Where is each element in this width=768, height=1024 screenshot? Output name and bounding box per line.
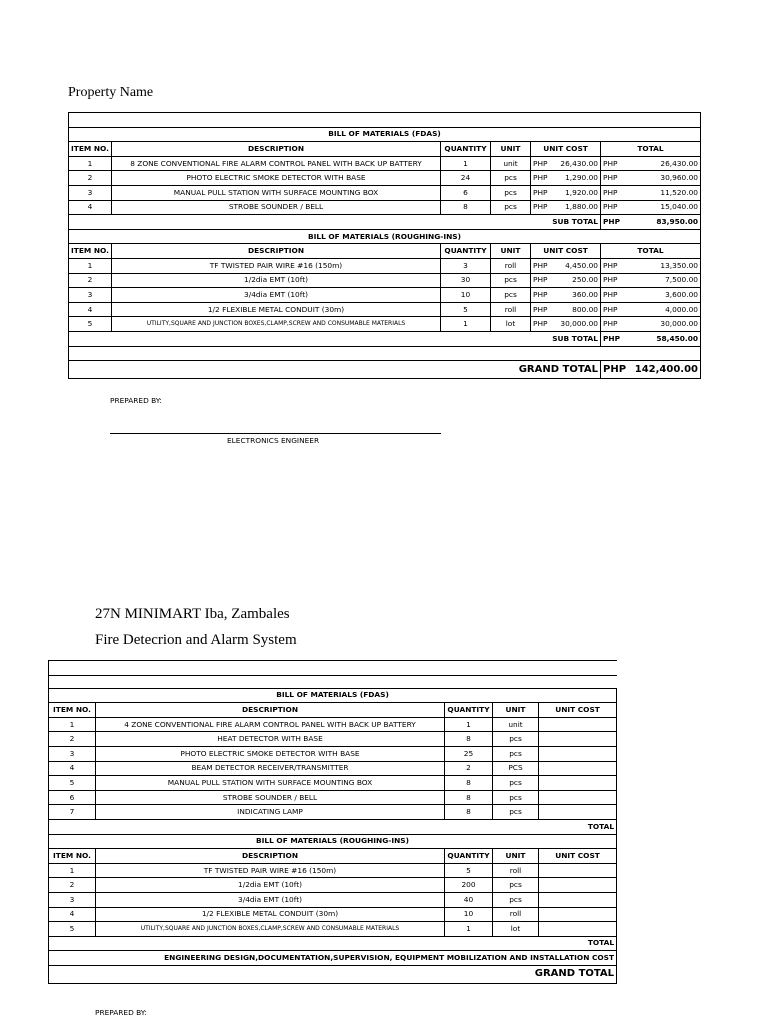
total-value: 3,600.00	[623, 288, 701, 303]
subtotal-row	[69, 331, 701, 346]
item-unit: pcs	[491, 273, 531, 288]
item-description: STROBE SOUNDER / BELL	[112, 200, 441, 215]
item-description: INDICATING LAMP	[96, 805, 445, 820]
description-header: DESCRIPTION	[96, 849, 445, 864]
engineering-cost-label: ENGINEERING DESIGN,DOCUMENTATION,SUPERVISION, EQUIPMENT MOBILIZATION AND INSTALLATION COST	[49, 951, 617, 966]
total-value: 26,430.00	[623, 156, 701, 171]
fdas-section-title: BILL OF MATERIALS (FDAS)	[49, 688, 617, 703]
section-title-row	[49, 688, 617, 703]
quantity-header: QUANTITY	[441, 244, 491, 259]
item-quantity: 6	[441, 185, 491, 200]
table-row	[69, 156, 701, 171]
item-number: 6	[49, 790, 96, 805]
unit-cost-value	[539, 776, 617, 791]
unit-cost-header: UNIT COST	[531, 244, 601, 259]
grand-total-row	[49, 965, 617, 983]
fdas-section-title: BILL OF MATERIALS (FDAS)	[69, 127, 701, 142]
item-number: 4	[69, 302, 112, 317]
table-row	[49, 732, 617, 747]
engineering-cost-row	[49, 951, 617, 966]
document-title: 27N MINIMART Iba, Zambales	[95, 606, 290, 622]
roughing-section-title: BILL OF MATERIALS (ROUGHING-INS)	[49, 834, 617, 849]
total-value: 15,040.00	[623, 200, 701, 215]
unit-cost-value	[539, 790, 617, 805]
table-row	[69, 302, 701, 317]
document-subtitle: Fire Detecrion and Alarm System	[95, 632, 297, 648]
item-unit: roll	[493, 863, 539, 878]
total-currency: PHP	[601, 258, 623, 273]
item-quantity: 8	[441, 200, 491, 215]
item-number: 1	[49, 863, 96, 878]
unit-cost-header: UNIT COST	[539, 849, 617, 864]
description-header: DESCRIPTION	[112, 244, 441, 259]
item-description: TF TWISTED PAIR WIRE #16 (150m)	[112, 258, 441, 273]
item-description: MANUAL PULL STATION WITH SURFACE MOUNTING BOX	[96, 776, 445, 791]
item-description: PHOTO ELECTRIC SMOKE DETECTOR WITH BASE	[96, 746, 445, 761]
item-number: 2	[69, 171, 112, 186]
header-row	[49, 703, 617, 718]
item-description: 3/4dia EMT (10ft)	[112, 288, 441, 303]
item-number: 5	[49, 922, 96, 937]
unit-cost-value	[539, 761, 617, 776]
item-number: 2	[69, 273, 112, 288]
signature-line	[110, 433, 441, 434]
section-title-row	[69, 229, 701, 244]
table-row	[49, 805, 617, 820]
table-row	[49, 776, 617, 791]
item-unit: lot	[493, 922, 539, 937]
item-quantity: 1	[445, 717, 493, 732]
item-unit: pcs	[493, 776, 539, 791]
item-number: 4	[69, 200, 112, 215]
total-label: TOTAL	[49, 936, 617, 951]
quantity-header: QUANTITY	[441, 142, 491, 157]
total-value: 30,000.00	[623, 317, 701, 332]
total-row	[49, 936, 617, 951]
item-description: 1/2 FLEXIBLE METAL CONDUIT (30m)	[112, 302, 441, 317]
grand-total-row	[69, 361, 701, 379]
item-description: 1/2dia EMT (10ft)	[96, 878, 445, 893]
item-description: UTILITY,SQUARE AND JUNCTION BOXES,CLAMP,SCREW AND CONSUMABLE MATERIALS	[96, 922, 445, 937]
item-description: 3/4dia EMT (10ft)	[96, 892, 445, 907]
item-description: UTILITY,SQUARE AND JUNCTION BOXES,CLAMP,SCREW AND CONSUMABLE MATERIALS	[112, 317, 441, 332]
table-row	[49, 878, 617, 893]
total-header: TOTAL	[601, 244, 701, 259]
item-description: 4 ZONE CONVENTIONAL FIRE ALARM CONTROL PANEL WITH BACK UP BATTERY	[96, 717, 445, 732]
table-row	[69, 273, 701, 288]
item-unit: pcs	[491, 185, 531, 200]
item-quantity: 10	[445, 907, 493, 922]
item-unit: pcs	[493, 790, 539, 805]
table-row	[69, 288, 701, 303]
bill-of-materials-table	[48, 660, 617, 984]
unit-cost-currency: PHP	[531, 200, 553, 215]
item-unit: pcs	[493, 892, 539, 907]
unit-cost-currency: PHP	[531, 288, 553, 303]
item-unit: pcs	[493, 805, 539, 820]
unit-cost-currency: PHP	[531, 317, 553, 332]
blank-row	[69, 113, 701, 128]
unit-cost-currency: PHP	[531, 302, 553, 317]
item-number: 3	[69, 288, 112, 303]
subtotal-value: 58,450.00	[623, 331, 701, 346]
signatory-title: ELECTRONICS ENGINEER	[227, 436, 320, 445]
table-row	[69, 317, 701, 332]
item-number: 2	[49, 732, 96, 747]
table-row	[49, 863, 617, 878]
blank-row	[49, 675, 617, 688]
unit-cost-value	[539, 907, 617, 922]
unit-header: UNIT	[491, 142, 531, 157]
total-value: 13,350.00	[623, 258, 701, 273]
item-description: MANUAL PULL STATION WITH SURFACE MOUNTING BOX	[112, 185, 441, 200]
unit-cost-currency: PHP	[531, 156, 553, 171]
item-quantity: 8	[445, 790, 493, 805]
item-description: PHOTO ELECTRIC SMOKE DETECTOR WITH BASE	[112, 171, 441, 186]
table-row	[69, 200, 701, 215]
item-quantity: 5	[441, 302, 491, 317]
unit-cost-value: 26,430.00	[553, 156, 601, 171]
bill-of-materials-table	[68, 112, 701, 379]
item-no-header: ITEM NO.	[69, 244, 112, 259]
description-header: DESCRIPTION	[112, 142, 441, 157]
item-quantity: 8	[445, 776, 493, 791]
total-currency: PHP	[601, 185, 623, 200]
unit-cost-currency: PHP	[531, 258, 553, 273]
item-unit: pcs	[491, 288, 531, 303]
roughing-section-title: BILL OF MATERIALS (ROUGHING-INS)	[69, 229, 701, 244]
item-description: 8 ZONE CONVENTIONAL FIRE ALARM CONTROL PANEL WITH BACK UP BATTERY	[112, 156, 441, 171]
unit-cost-currency: PHP	[531, 171, 553, 186]
item-description: BEAM DETECTOR RECEIVER/TRANSMITTER	[96, 761, 445, 776]
total-currency: PHP	[601, 156, 623, 171]
prepared-by-label: PREPARED BY:	[110, 396, 162, 405]
unit-cost-value	[539, 892, 617, 907]
grand-total-label: GRAND TOTAL	[69, 361, 601, 379]
item-unit: pcs	[491, 200, 531, 215]
item-unit: pcs	[493, 732, 539, 747]
item-unit: pcs	[493, 746, 539, 761]
item-quantity: 2	[445, 761, 493, 776]
item-quantity: 25	[445, 746, 493, 761]
item-quantity: 3	[441, 258, 491, 273]
unit-header: UNIT	[493, 849, 539, 864]
unit-cost-value	[539, 746, 617, 761]
header-row	[69, 142, 701, 157]
item-number: 7	[49, 805, 96, 820]
table-row	[49, 761, 617, 776]
item-quantity: 200	[445, 878, 493, 893]
item-no-header: ITEM NO.	[49, 849, 96, 864]
grand-total-currency: PHP	[601, 361, 623, 379]
section-title-row	[49, 834, 617, 849]
item-quantity: 1	[445, 922, 493, 937]
item-unit: unit	[491, 156, 531, 171]
item-quantity: 1	[441, 156, 491, 171]
property-name: Property Name	[68, 85, 154, 100]
table-row	[49, 892, 617, 907]
item-quantity: 24	[441, 171, 491, 186]
grand-total-value: 142,400.00	[623, 361, 701, 379]
total-label: TOTAL	[49, 819, 617, 834]
item-number: 1	[69, 156, 112, 171]
unit-cost-value: 250.00	[553, 273, 601, 288]
item-number: 3	[69, 185, 112, 200]
unit-cost-value	[539, 732, 617, 747]
blank-row	[69, 346, 701, 361]
item-number: 5	[69, 317, 112, 332]
subtotal-value: 83,950.00	[623, 215, 701, 230]
item-number: 1	[49, 717, 96, 732]
unit-cost-value: 1,880.00	[553, 200, 601, 215]
unit-cost-value	[539, 717, 617, 732]
item-unit: lot	[491, 317, 531, 332]
item-quantity: 8	[445, 732, 493, 747]
item-number: 1	[69, 258, 112, 273]
unit-cost-value: 800.00	[553, 302, 601, 317]
item-quantity: 40	[445, 892, 493, 907]
table-row	[49, 717, 617, 732]
item-description: HEAT DETECTOR WITH BASE	[96, 732, 445, 747]
table-row	[49, 746, 617, 761]
unit-cost-value: 4,450.00	[553, 258, 601, 273]
unit-cost-value	[539, 805, 617, 820]
item-no-header: ITEM NO.	[49, 703, 96, 718]
item-quantity: 8	[445, 805, 493, 820]
subtotal-label: SUB TOTAL	[69, 215, 601, 230]
grand-total-label: GRAND TOTAL	[49, 965, 617, 983]
total-currency: PHP	[601, 273, 623, 288]
total-value: 11,520.00	[623, 185, 701, 200]
item-unit: roll	[493, 907, 539, 922]
item-description: TF TWISTED PAIR WIRE #16 (150m)	[96, 863, 445, 878]
prepared-by-label: PREPARED BY:	[95, 1008, 147, 1017]
total-value: 7,500.00	[623, 273, 701, 288]
unit-header: UNIT	[493, 703, 539, 718]
item-no-header: ITEM NO.	[69, 142, 112, 157]
item-number: 2	[49, 878, 96, 893]
unit-cost-value: 1,920.00	[553, 185, 601, 200]
item-unit: roll	[491, 302, 531, 317]
quantity-header: QUANTITY	[445, 849, 493, 864]
table-row	[69, 171, 701, 186]
total-currency: PHP	[601, 302, 623, 317]
quantity-header: QUANTITY	[445, 703, 493, 718]
unit-cost-currency: PHP	[531, 273, 553, 288]
item-unit: pcs	[493, 878, 539, 893]
table-row	[69, 258, 701, 273]
header-row	[69, 244, 701, 259]
item-description: 1/2dia EMT (10ft)	[112, 273, 441, 288]
unit-cost-header: UNIT COST	[531, 142, 601, 157]
section-title-row	[69, 127, 701, 142]
table-row	[69, 185, 701, 200]
total-currency: PHP	[601, 317, 623, 332]
total-value: 30,960.00	[623, 171, 701, 186]
header-row	[49, 849, 617, 864]
unit-cost-value	[539, 863, 617, 878]
unit-cost-value: 30,000.00	[553, 317, 601, 332]
item-unit: pcs	[491, 171, 531, 186]
unit-cost-value: 1,290.00	[553, 171, 601, 186]
item-quantity: 1	[441, 317, 491, 332]
item-description: STROBE SOUNDER / BELL	[96, 790, 445, 805]
item-unit: unit	[493, 717, 539, 732]
total-value: 4,000.00	[623, 302, 701, 317]
unit-cost-value: 360.00	[553, 288, 601, 303]
total-currency: PHP	[601, 288, 623, 303]
subtotal-row	[69, 215, 701, 230]
blank-row	[49, 661, 617, 676]
item-quantity: 30	[441, 273, 491, 288]
subtotal-currency: PHP	[601, 331, 623, 346]
item-unit: roll	[491, 258, 531, 273]
item-unit: PCS	[493, 761, 539, 776]
total-currency: PHP	[601, 171, 623, 186]
unit-cost-value	[539, 878, 617, 893]
item-number: 3	[49, 892, 96, 907]
item-description: 1/2 FLEXIBLE METAL CONDUIT (30m)	[96, 907, 445, 922]
total-header: TOTAL	[601, 142, 701, 157]
unit-header: UNIT	[491, 244, 531, 259]
unit-cost-header: UNIT COST	[539, 703, 617, 718]
item-number: 3	[49, 746, 96, 761]
subtotal-label: SUB TOTAL	[69, 331, 601, 346]
item-quantity: 5	[445, 863, 493, 878]
unit-cost-value	[539, 922, 617, 937]
item-quantity: 10	[441, 288, 491, 303]
table-row	[49, 790, 617, 805]
table-row	[49, 922, 617, 937]
unit-cost-currency: PHP	[531, 185, 553, 200]
description-header: DESCRIPTION	[96, 703, 445, 718]
item-number: 4	[49, 907, 96, 922]
table-row	[49, 907, 617, 922]
total-row	[49, 819, 617, 834]
subtotal-currency: PHP	[601, 215, 623, 230]
total-currency: PHP	[601, 200, 623, 215]
item-number: 4	[49, 761, 96, 776]
item-number: 5	[49, 776, 96, 791]
